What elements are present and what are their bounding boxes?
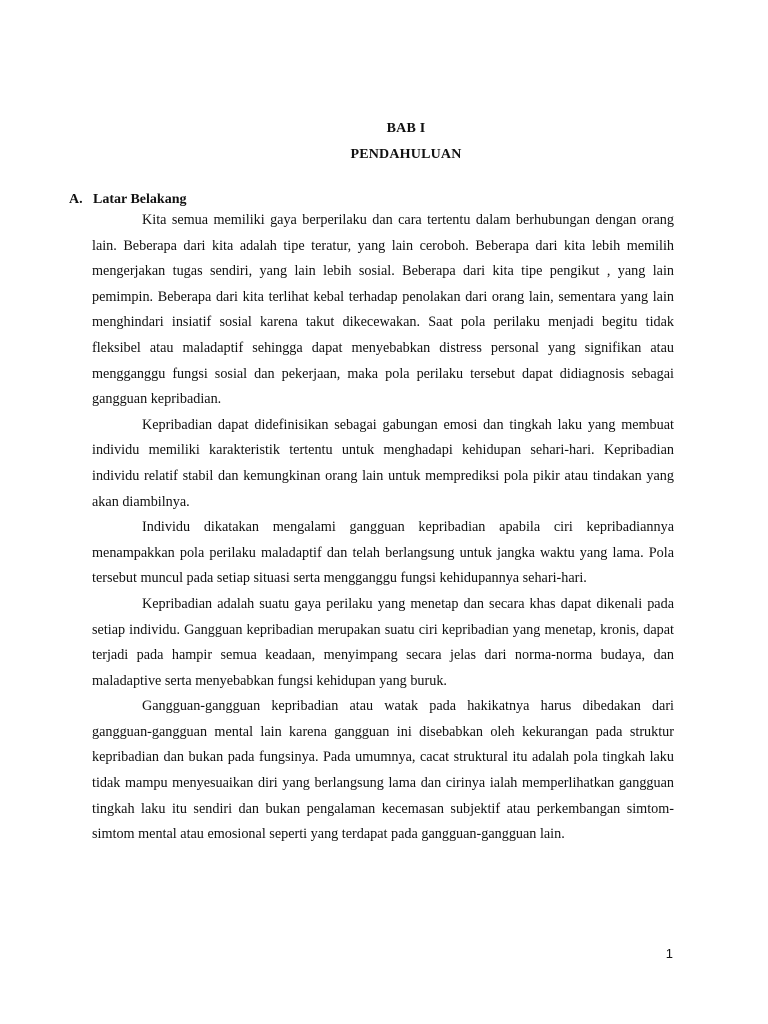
chapter-title: PENDAHULUAN	[350, 147, 462, 162]
section-title: Latar Belakang	[93, 192, 187, 207]
paragraph: Kita semua memiliki gaya berperilaku dan cara tertentu dalam berhubungan dengan orang lain. Beberapa dari kita adalah tipe teratur, yang lain ceroboh. Beberapa dari kita lebih memilih mengerjakan tugas sendiri, yang lain lebih sosial. Beberapa dari kita tipe pengikut , yang lain pemimpin. Beberapa dari kita terlihat kebal terhadap penolakan dari orang lain, sementara yang lain menghindari insiatif sosial karena takut dikecewakan. Saat pola perilaku menjadi begitu tidak fleksibel atau maladaptif sehingga dapat menyebabkan distress personal yang signifikan atau mengganggu fungsi sosial dan pekerjaan, maka pola perilaku tersebut dapat didiagnosis sebagai gangguan kepribadian.	[92, 212, 674, 408]
paragraph: Kepribadian adalah suatu gaya perilaku yang menetap dan secara khas dapat dikenali pada setiap individu. Gangguan kepribadian merupakan suatu ciri kepribadian yang menetap, kronis, dapat terjadi pada hampir semua keadaan, menyimpang secara jelas dari norma-norma budaya, dan maladaptive serta menyebabkan fungsi kehidupan yang buruk.	[92, 595, 674, 689]
section-heading	[69, 191, 186, 209]
paragraph: Gangguan-gangguan kepribadian atau watak pada hakikatnya harus dibedakan dari gangguan-gangguan mental lain karena gangguan ini disebabkan oleh kekurangan pada struktur kepribadian dan bukan pada fungsinya. Pada umumnya, cacat struktural itu adalah pola tingkah laku tidak mampu menyesuaikan diri yang berlangsung lama dan cirinya ialah memperlihatkan gangguan tingkah laku itu sendiri dan bukan pengalaman kecemasan subjektif atau perkembangan simtom-simtom mental atau emosional seperti yang terdapat pada gangguan-gangguan lain.	[92, 698, 674, 843]
page-number: 1	[665, 946, 673, 961]
section-marker: A.	[69, 192, 83, 207]
paragraph: Kepribadian dapat didefinisikan sebagai gabungan emosi dan tingkah laku yang membuat individu memiliki karakteristik tertentu untuk menghadapi kehidupan sehari-hari. Kepribadian individu relatif stabil dan kemungkinan orang lain untuk memprediksi pola pikir atau tindakan yang akan diambilnya.	[92, 416, 674, 510]
body-text	[92, 208, 674, 848]
paragraph: Individu dikatakan mengalami gangguan kepribadian apabila ciri kepribadiannya menampakkan pola perilaku maladaptif dan telah berlangsung untuk jangka waktu yang lama. Pola tersebut muncul pada setiap situasi serta mengganggu fungsi kehidupannya sehari-hari.	[92, 519, 674, 587]
chapter-heading: BAB I	[386, 121, 426, 136]
